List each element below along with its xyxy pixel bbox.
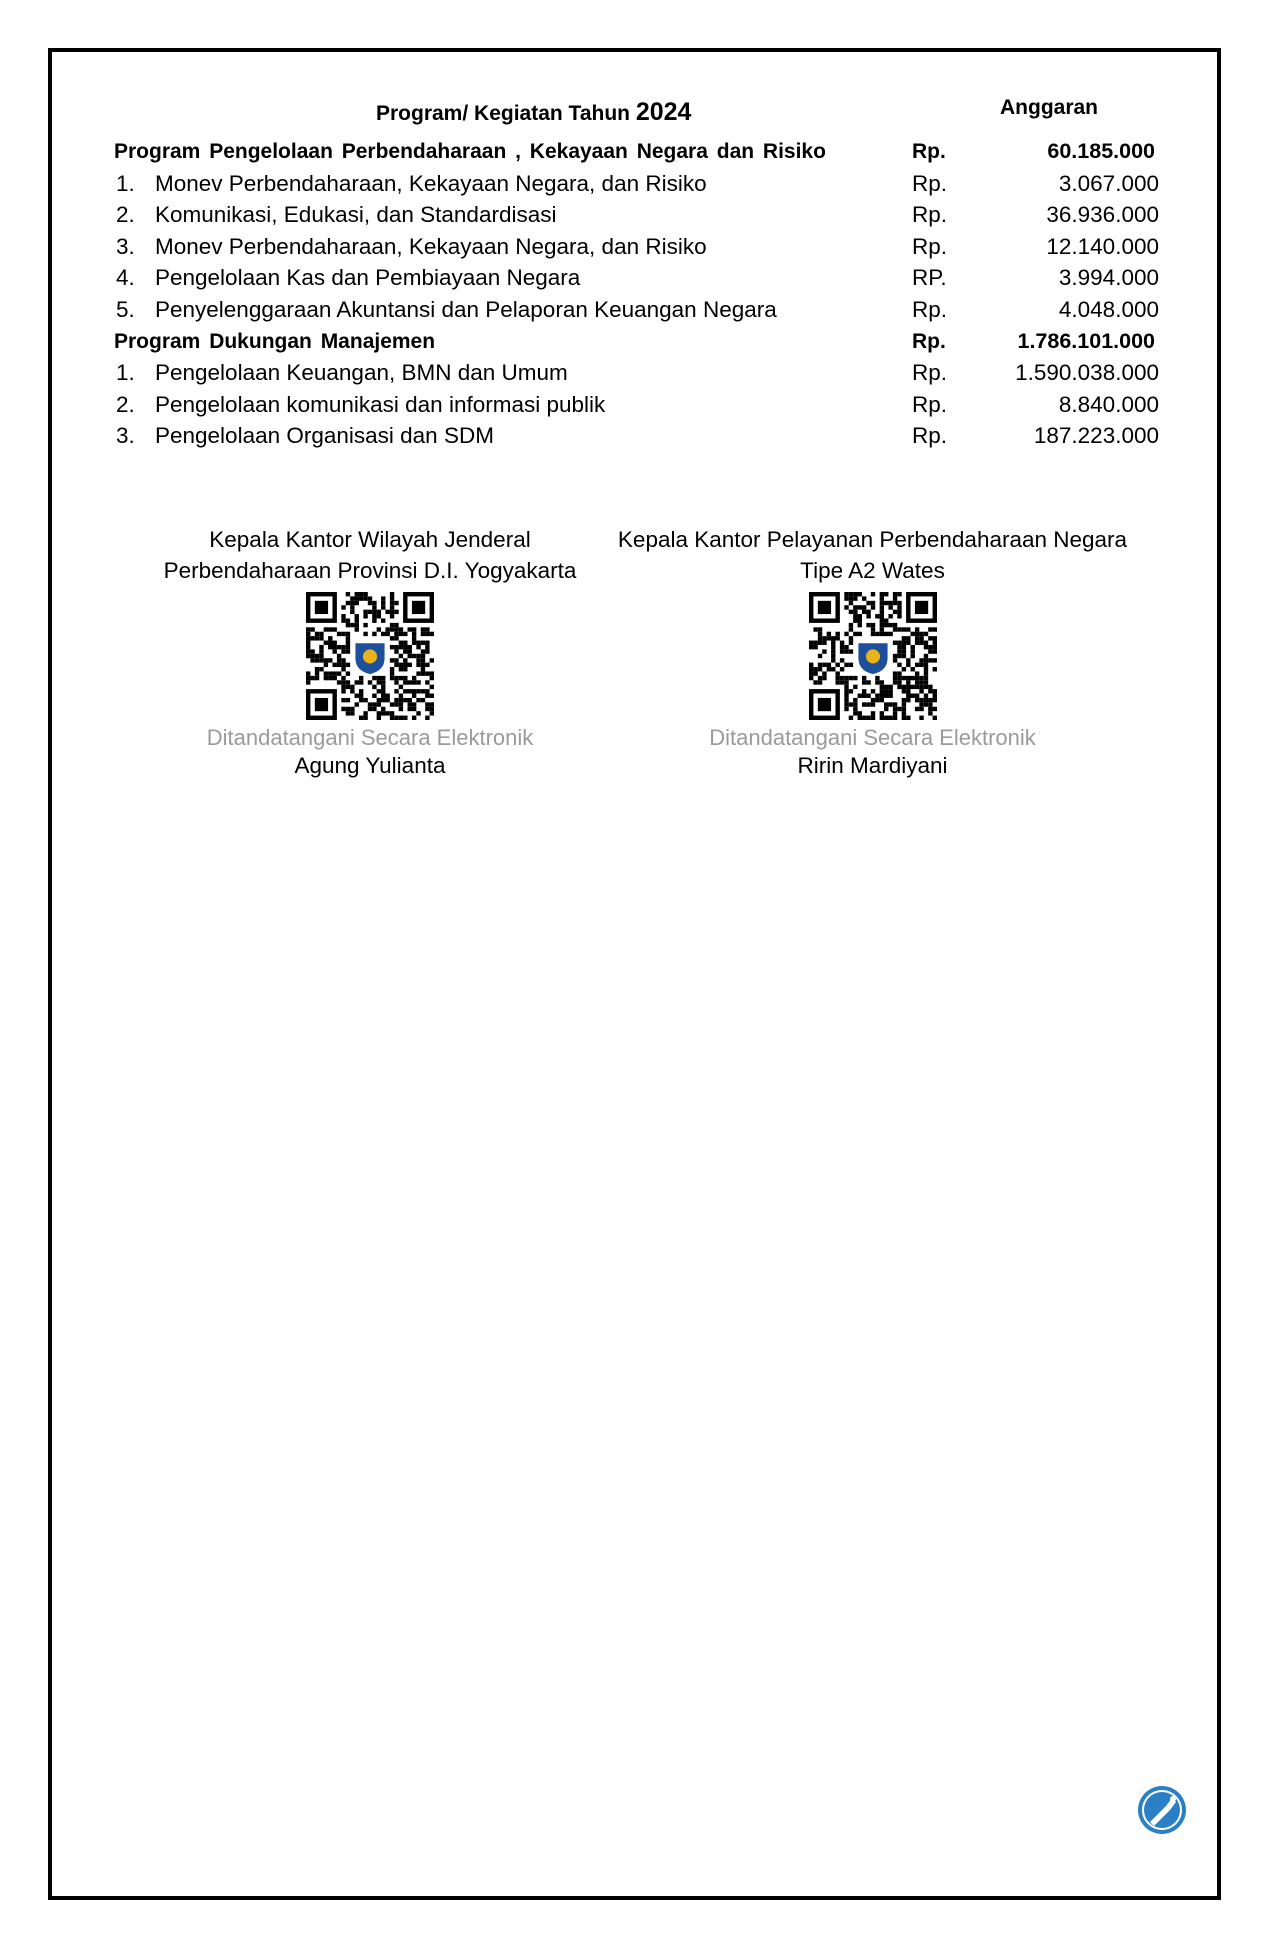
row-label: Monev Perbendaharaan, Kekayaan Negara, dan Risiko <box>155 233 707 259</box>
budget-amount: 4.048.000 <box>1058 297 1159 322</box>
row-label: Pengelolaan Organisasi dan SDM <box>155 423 494 449</box>
row-label: Pengelolaan Keuangan, BMN dan Umum <box>155 360 568 386</box>
signer-name: Agung Yulianta <box>294 753 446 778</box>
title-prefix: Program/ Kegiatan Tahun <box>376 102 630 125</box>
budget-amount: 36.936.000 <box>1046 202 1159 228</box>
row-number: 2. <box>116 202 135 228</box>
title-year: 2024 <box>635 98 692 126</box>
budget-amount: 1.786.101.000 <box>1017 328 1155 353</box>
row-label: Komunikasi, Edukasi, dan Standardisasi <box>155 202 557 228</box>
qr-code-icon <box>809 592 937 720</box>
row-label: Pengelolaan komunikasi dan informasi publik <box>155 391 606 417</box>
budget-amount: 12.140.000 <box>1046 233 1159 259</box>
program-row <box>0 136 1271 167</box>
row-label: Monev Perbendaharaan, Kekayaan Negara, dan Risiko <box>155 170 707 196</box>
currency-label: Rp. <box>912 329 946 353</box>
currency-label: Rp. <box>912 140 946 163</box>
activity-row <box>0 262 1271 293</box>
row-label: Program Pengelolaan Perbendaharaan , Kekayaan Negara dan Risiko <box>114 140 826 163</box>
row-label: Penyelenggaraan Akuntansi dan Pelaporan Keuangan Negara <box>155 297 777 322</box>
budget-amount: 1.590.038.000 <box>1015 360 1159 386</box>
budget-amount: 3.067.000 <box>1058 170 1159 196</box>
row-number: 4. <box>116 265 135 291</box>
currency-label: RP. <box>912 265 947 291</box>
row-number: 2. <box>116 391 135 417</box>
signer-title-line1: Kepala Kantor Wilayah Jenderal <box>209 527 531 552</box>
currency-label: Rp. <box>912 170 948 196</box>
activity-row <box>0 357 1271 388</box>
budget-column-header: Anggaran <box>1000 96 1099 119</box>
signature-block-right <box>600 524 1145 780</box>
budget-amount: 187.223.000 <box>1033 423 1159 449</box>
activity-row <box>0 420 1271 451</box>
row-number: 1. <box>116 360 135 386</box>
activity-row <box>0 231 1271 262</box>
program-row <box>0 326 1271 357</box>
row-number: 3. <box>116 233 135 259</box>
currency-label: Rp. <box>912 297 948 322</box>
budget-amount: 60.185.000 <box>1047 139 1155 163</box>
activity-row <box>0 389 1271 420</box>
electronic-signature-stamp: Ditandatangani Secara Elektronik <box>206 725 534 750</box>
kemenkeu-emblem-icon <box>351 637 388 674</box>
signer-title-line2: Tipe A2 Wates <box>800 558 945 583</box>
qr-code-icon <box>306 592 434 720</box>
signature-block-left <box>130 524 610 780</box>
currency-label: Rp. <box>912 391 948 417</box>
activity-row <box>0 199 1271 230</box>
activity-row <box>0 294 1271 325</box>
table-title <box>376 98 691 127</box>
row-label: Program Dukungan Manajemen <box>114 329 436 353</box>
row-number: 5. <box>116 297 135 322</box>
budget-amount: 3.994.000 <box>1058 265 1159 291</box>
signer-title-line1: Kepala Kantor Pelayanan Perbendaharaan Negara <box>617 527 1128 552</box>
signature-tool-logo-icon <box>1136 1784 1188 1836</box>
signer-title-line2: Perbendaharaan Provinsi D.I. Yogyakarta <box>163 558 577 583</box>
currency-label: Rp. <box>912 233 948 259</box>
activity-row <box>0 168 1271 199</box>
row-number: 3. <box>116 423 135 449</box>
row-label: Pengelolaan Kas dan Pembiayaan Negara <box>155 265 581 291</box>
currency-label: Rp. <box>912 423 948 449</box>
signer-name: Ririn Mardiyani <box>797 753 948 778</box>
budget-amount: 8.840.000 <box>1058 391 1159 417</box>
kemenkeu-emblem-icon <box>854 637 891 674</box>
currency-label: Rp. <box>912 202 948 228</box>
row-number: 1. <box>116 170 135 196</box>
currency-label: Rp. <box>912 360 948 386</box>
electronic-signature-stamp: Ditandatangani Secara Elektronik <box>709 725 1036 750</box>
